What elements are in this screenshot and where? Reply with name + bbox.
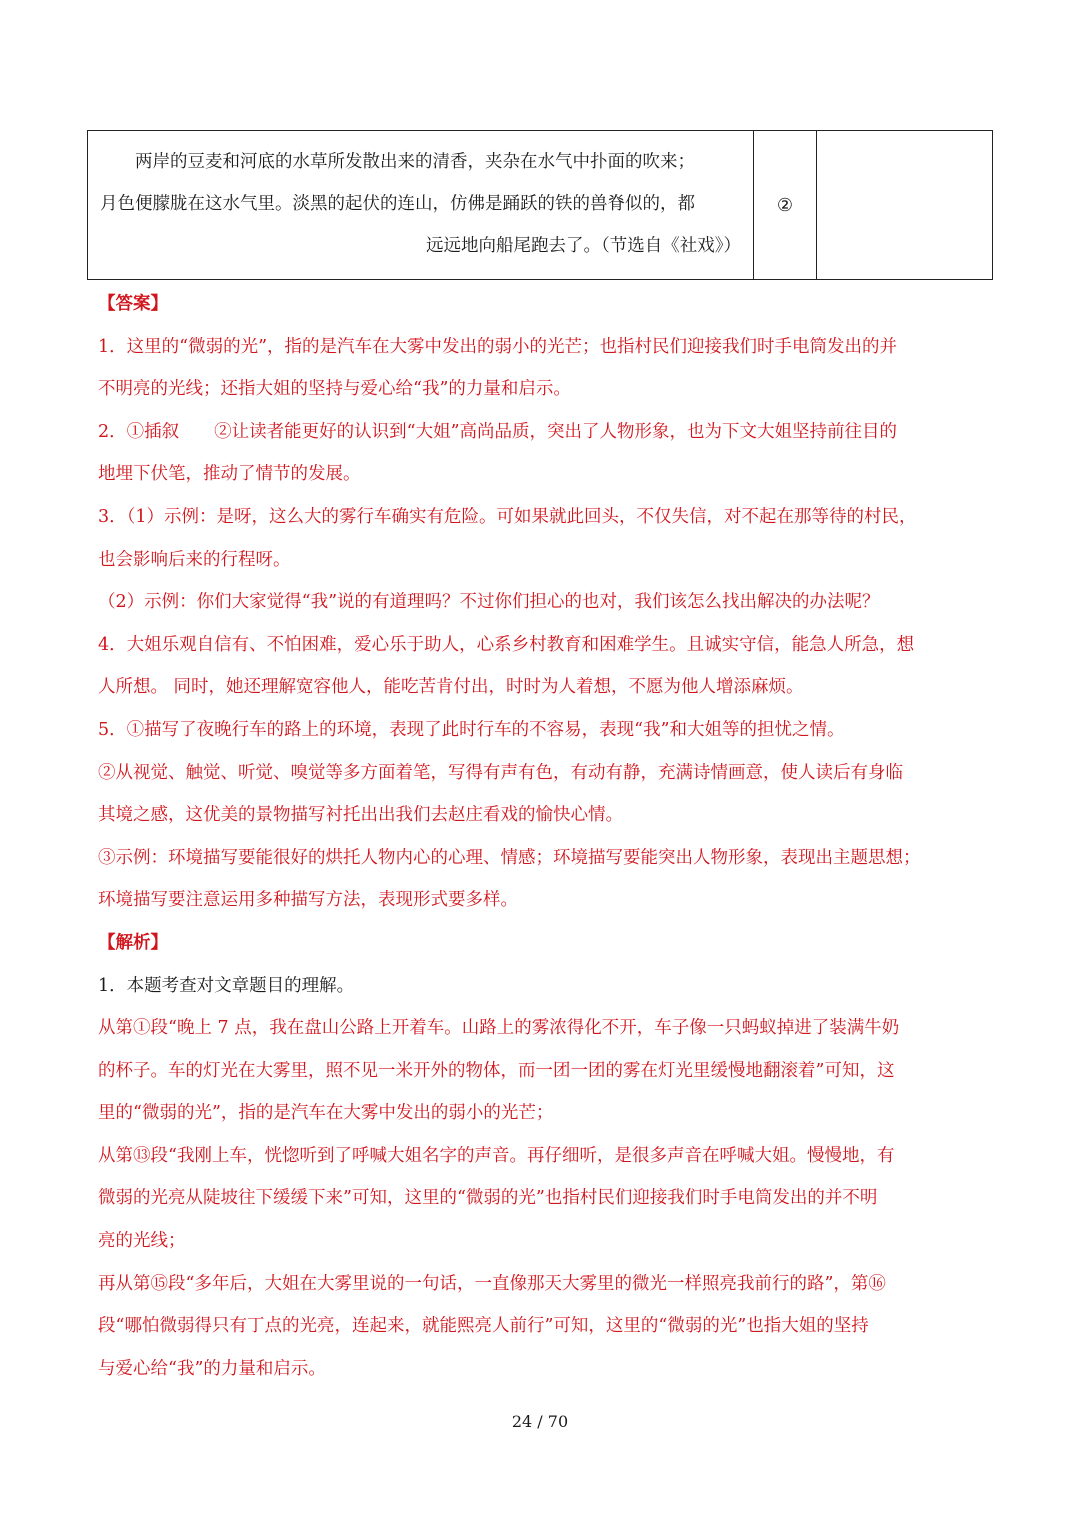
page-number: 24 / 70 [511,1412,569,1431]
analysis-line: 亮的光线； [98,1231,186,1252]
analysis-intro: 1．本题考查对文章题目的理解。 [98,975,355,996]
answer-line: 2．①插叙 ②让读者能更好的认识到“大姐”高尚品质，突出了人物形象，也为下文大姐坚持前往目的 [98,421,898,442]
answer-line: 人所想。 同时，她还理解宽容他人，能吃苦肯付出，时时为人着想，不愿为他人增添麻烦。 [98,677,804,698]
answer-heading: 【答案】 [98,294,168,314]
answer-line: ②从视觉、触觉、听觉、嗅觉等多方面着笔，写得有声有色，有动有静，充满诗情画意，使人读后有身临 [98,762,903,783]
analysis-line: 的杯子。车的灯光在大雾里，照不见一米开外的物体，而一团一团的雾在灯光里缓慢地翻滚着”可知，这 [98,1060,895,1081]
answer-line: （2）示例：你们大家觉得“我”说的有道理吗？不过你们担心的也对，我们该怎么找出解决的办法呢？ [98,592,880,613]
answer-line: 其境之感，这优美的景物描写衬托出出我们去赵庄看戏的愉快心情。 [98,805,623,826]
passage-cell [88,131,754,279]
answer-line: ③示例：环境描写要能很好的烘托人物内心的心理、情感；环境描写要能突出人物形象，表现出主题思想； [98,847,921,868]
answer-line: 4．大姐乐观自信有、不怕困难，爱心乐于助人，心系乡村教育和困难学生。且诚实守信，能急人所急，想 [98,634,915,655]
marker-cell [754,131,817,279]
answer-line: 也会影响后来的行程呀。 [98,549,291,570]
analysis-line: 段“哪怕微弱得只有丁点的光亮，连起来，就能熙亮人前行”可知，这里的“微弱的光”也指大姐的坚持 [98,1316,869,1337]
answer-content [98,283,998,1390]
empty-cell [817,131,992,279]
analysis-line: 微弱的光亮从陡坡往下缓缓下来”可知，这里的“微弱的光”也指村民们迎接我们时手电筒发出的并不明 [98,1188,878,1209]
answer-line: 不明亮的光线；还指大姐的坚持与爱心给“我”的力量和启示。 [98,379,571,400]
analysis-line: 再从第⑮段“多年后，大姐在大雾里说的一句话，一直像那天大雾里的微光一样照亮我前行的路”，第⑯ [98,1273,886,1294]
passage-line: 月色便朦胧在这水气里。淡黑的起伏的连山，仿佛是踊跃的铁的兽脊似的，都 [100,194,695,214]
analysis-line: 从第⑬段“我刚上车，恍惚听到了呼喊大姐名字的声音。再仔细听，是很多声音在呼喊大姐。慢慢地，有 [98,1145,895,1166]
analysis-heading: 【解析】 [98,932,168,953]
answer-line: 地埋下伏笔，推动了情节的发展。 [98,464,361,485]
passage-table [87,130,993,280]
analysis-line: 从第①段“晚上 7 点，我在盘山公路上开着车。山路上的雾浓得化不开，车子像一只蚂蚁掉进了装满牛奶 [98,1018,900,1039]
marker-text: ② [776,194,794,216]
answer-line: 3．（1）示例：是呀，这么大的雾行车确实有危险。可如果就此回头，不仅失信，对不起在那等待的村民， [98,506,917,527]
answer-line: 5．①描写了夜晚行车的路上的环境，表现了此时行车的不容易，表现“我”和大姐等的担忧之情。 [98,719,845,740]
analysis-line: 里的“微弱的光”，指的是汽车在大雾中发出的弱小的光芒； [98,1103,554,1124]
answer-line: 环境描写要注意运用多种描写方法，表现形式要多样。 [98,890,518,911]
answer-line: 1．这里的“微弱的光”，指的是汽车在大雾中发出的弱小的光芒；也指村民们迎接我们时手电筒发出的并 [98,336,898,357]
passage-line: 远远地向船尾跑去了。（节选自《社戏》） [426,236,741,256]
analysis-line: 与爱心给“我”的力量和启示。 [98,1358,326,1379]
passage-line: 两岸的豆麦和河底的水草所发散出来的清香，夹杂在水气中扑面的吹来； [135,152,695,172]
